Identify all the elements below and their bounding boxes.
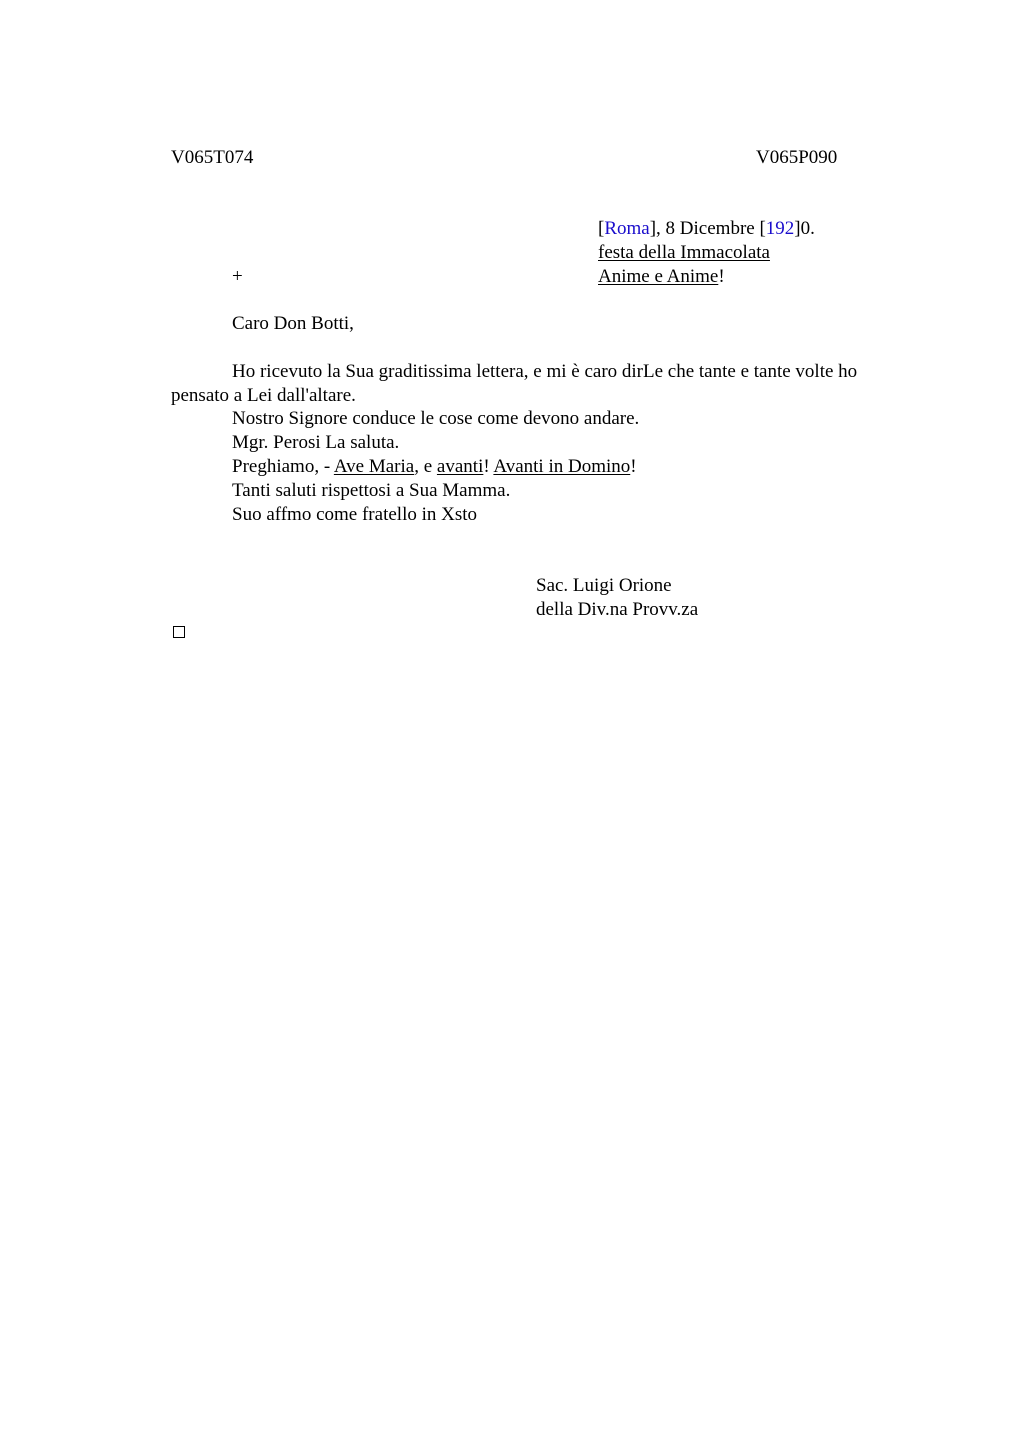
date-end: ]0.: [794, 218, 815, 239]
end-marker-box-icon: [173, 626, 185, 638]
line-4-exclaim-2: !: [630, 456, 637, 477]
cross-symbol: +: [232, 266, 243, 287]
bracket-open: [: [598, 218, 605, 239]
line-4-exclaim-1: !: [483, 456, 494, 477]
body-line-6: Suo affmo come fratello in Xsto: [232, 504, 478, 525]
signature-name: Sac. Luigi Orione: [536, 575, 672, 596]
body-paragraph-1: Ho ricevuto la Sua graditissima lettera, e mi è caro dirLe che tante e tante volte ho pensato a Lei dall'altare.: [171, 361, 858, 406]
body-line-5: Tanti saluti rispettosi a Sua Mamma.: [232, 480, 511, 501]
motto-text: Anime e Anime: [598, 266, 719, 287]
body-line-3: Mgr. Perosi La saluta.: [232, 432, 400, 453]
body-line-2: Nostro Signore conduce le cose come devono andare.: [232, 408, 640, 429]
document-code-left: V065T074: [171, 147, 254, 168]
avanti-in-domino-text: Avanti in Domino: [493, 456, 631, 477]
line-4-conjunction: , e: [414, 456, 437, 477]
avanti-text: avanti: [436, 456, 484, 477]
date-text: ], 8 Dicembre [: [649, 218, 766, 239]
motto-punct: !: [718, 266, 725, 287]
document-code-right: V065P090: [756, 147, 838, 168]
signature-title: della Div.na Provv.za: [536, 599, 699, 620]
dateline: [598, 217, 815, 241]
feast-line: festa della Immacolata: [598, 242, 770, 263]
ave-maria-text: Ave Maria: [333, 456, 415, 477]
place-name: Roma: [604, 218, 650, 239]
line-4-prefix: Preghiamo, -: [232, 456, 334, 477]
year-part: 192: [765, 218, 795, 239]
salutation: Caro Don Botti,: [232, 313, 354, 334]
motto-line: [598, 265, 725, 289]
body-line-4: [232, 455, 637, 479]
